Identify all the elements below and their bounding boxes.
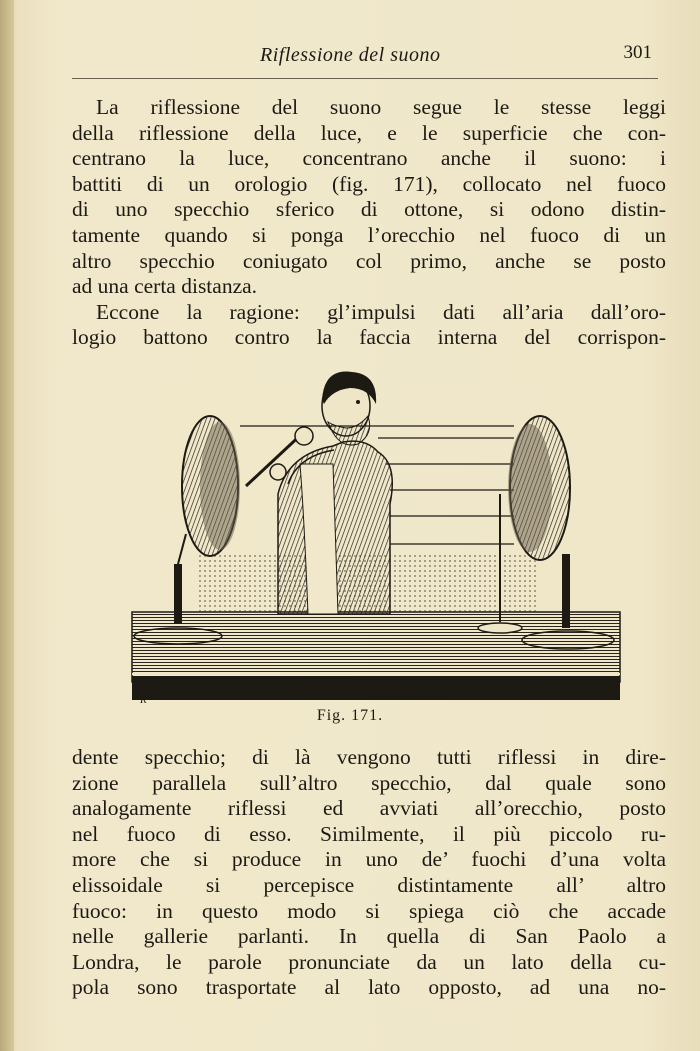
figure-caption: Fig. 171. (316, 707, 384, 724)
engraver-mark: R (140, 694, 147, 706)
text-line: nelle gallerie parlanti. In quella di San Paolo a (72, 924, 666, 949)
text-line: logio battono contro la faccia interna del corrispon- (72, 325, 666, 350)
text-line: fuoco: in questo modo si spiega ciò che accade (72, 898, 666, 923)
text-line: more che si produce in uno de’ fuochi d’una volta (72, 847, 666, 872)
page-header (72, 34, 658, 79)
text-line: della riflessione della luce, e le superficie che con- (72, 120, 666, 145)
illustration-sound-mirrors (128, 364, 624, 704)
text-line: pola sono trasportate al lato opposto, ad una no- (72, 975, 666, 1000)
text-line: elissoidale si percepisce distintamente all’ altro (72, 872, 666, 897)
text-line: nel fuoco di esso. Similmente, il più piccolo ru- (72, 821, 666, 846)
text-line: dente specchio; di là vengono tutti riflessi in dire- (72, 745, 666, 769)
body-text-top (72, 95, 666, 351)
text-line: battiti di un orologio (fig. 171), collocato nel fuoco (72, 171, 666, 196)
text-line: Londra, le parole pronunciate da un lato della cu- (72, 949, 666, 974)
text-line: Eccone la ragione: gl’impulsi dati all’aria dall’oro- (96, 299, 666, 324)
table (132, 612, 620, 700)
body-text-bottom (72, 745, 666, 1001)
text-line: altro specchio coniugato col primo, anche se posto (72, 248, 666, 273)
book-binding (0, 0, 14, 1051)
text-line: tamente quando si ponga l’orecchio nel fuoco di un (72, 222, 666, 247)
text-line: La riflessione del suono segue le stesse leggi (96, 95, 666, 119)
page-number: 301 (623, 42, 652, 63)
text-line: centrano la luce, concentrano anche il suono: i (72, 146, 666, 171)
text-line: di uno specchio sferico di ottone, si odono distin- (72, 197, 666, 222)
text-line: ad una certa distanza. (72, 274, 258, 299)
text-line: analogamente riflessi ed avviati all’orecchio, posto (72, 796, 666, 821)
text-line: zione parallela sull’altro specchio, dal quale sono (72, 770, 666, 795)
running-title: Riflessione del suono (260, 44, 441, 66)
